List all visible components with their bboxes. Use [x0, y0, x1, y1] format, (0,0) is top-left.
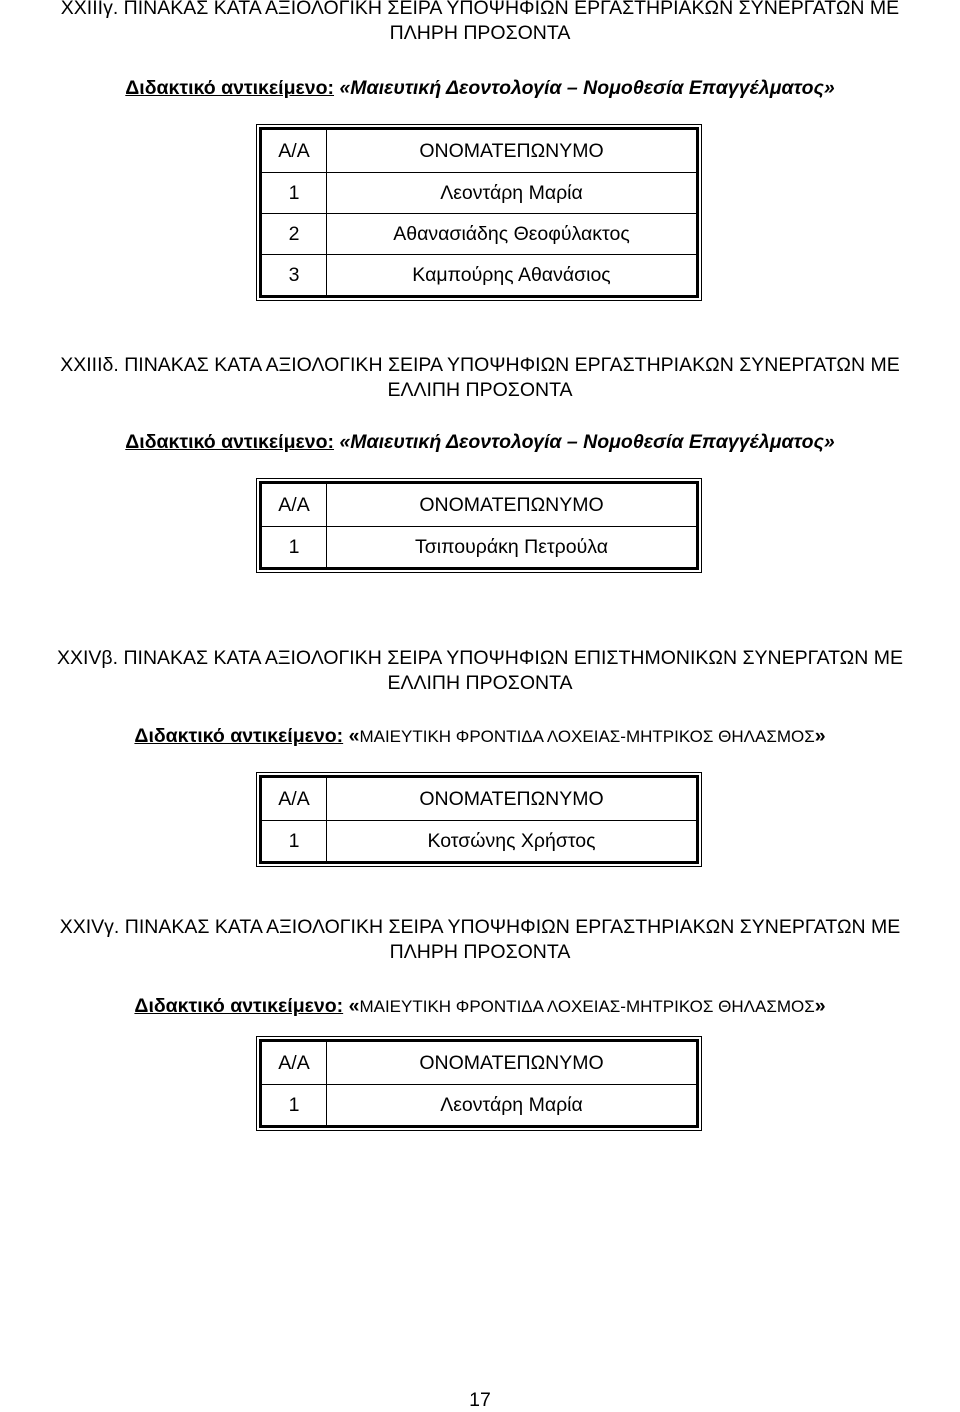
heading-line: XXIVγ. ΠΙΝΑΚΑΣ ΚΑΤΑ ΑΞΙΟΛΟΓΙΚΗ ΣΕΙΡΑ ΥΠΟΨΗΦΙΩΝ ΕΡΓΑΣΤΗΡΙΑΚΩΝ ΣΥΝΕΡΓΑΤΩΝ ΜΕ: [59, 916, 901, 938]
subject-line: [0, 994, 960, 1019]
subject-line: [0, 430, 960, 454]
subject-course: Μαιευτική Δεοντολογία – Νομοθεσία Επαγγέλματος: [350, 431, 824, 453]
candidates-table: [259, 481, 699, 570]
subject-open-quote: «: [339, 77, 351, 99]
section-heading: [0, 915, 960, 965]
cell-aa: 1: [261, 173, 327, 214]
column-header-name: ΟΝΟΜΑΤΕΠΩΝΥΜΟ: [327, 483, 698, 527]
subject-label: Διδακτικό αντικείμενο:: [134, 995, 344, 1017]
heading-line: XXIVβ. ΠΙΝΑΚΑΣ ΚΑΤΑ ΑΞΙΟΛΟΓΙΚΗ ΣΕΙΡΑ ΥΠΟΨΗΦΙΩΝ ΕΠΙΣΤΗΜΟΝΙΚΩΝ ΣΥΝΕΡΓΑΤΩΝ ΜΕ: [56, 647, 904, 669]
section-heading: [0, 646, 960, 696]
candidates-table: [259, 775, 699, 864]
column-header-aa: Α/Α: [261, 129, 327, 173]
column-header-name: ΟΝΟΜΑΤΕΠΩΝΥΜΟ: [327, 129, 698, 173]
subject-close-quote: »: [823, 77, 835, 99]
heading-line: ΕΛΛΙΠΗ ΠΡΟΣΟΝΤΑ: [387, 379, 573, 401]
cell-aa: 1: [261, 821, 327, 863]
subject-label: Διδακτικό αντικείμενο:: [125, 431, 335, 453]
table-row: [261, 214, 698, 255]
subject-close-quote: »: [814, 725, 826, 747]
table-header-row: [261, 1041, 698, 1085]
subject-close-quote: »: [814, 995, 826, 1017]
subject-open-quote: «: [348, 725, 360, 747]
subject-course: Μαιευτική Δεοντολογία – Νομοθεσία Επαγγέλματος: [350, 77, 824, 99]
section-heading: [0, 353, 960, 403]
table-row: [261, 255, 698, 297]
cell-name: Τσιπουράκη Πετρούλα: [327, 527, 698, 569]
cell-name: Κοτσώνης Χρήστος: [327, 821, 698, 863]
subject-close-quote: »: [823, 431, 835, 453]
cell-aa: 3: [261, 255, 327, 297]
subject-open-quote: «: [348, 995, 360, 1017]
subject-course: ΜΑΙΕΥΤΙΚΗ ΦΡΟΝΤΙΔΑ ΛΟΧΕΙΑΣ-ΜΗΤΡΙΚΟΣ ΘΗΛΑΣΜΟΣ: [359, 997, 815, 1016]
table-row: [261, 1085, 698, 1127]
column-header-aa: Α/Α: [261, 777, 327, 821]
subject-label: Διδακτικό αντικείμενο:: [125, 77, 335, 99]
cell-aa: 1: [261, 527, 327, 569]
cell-name: Αθανασιάδης Θεοφύλακτος: [327, 214, 698, 255]
table-row: [261, 173, 698, 214]
subject-line: [0, 724, 960, 749]
subject-label: Διδακτικό αντικείμενο:: [134, 725, 344, 747]
subject-open-quote: «: [339, 431, 351, 453]
table-row: [261, 821, 698, 863]
heading-line: ΕΛΛΙΠΗ ΠΡΟΣΟΝΤΑ: [387, 672, 573, 694]
cell-aa: 2: [261, 214, 327, 255]
subject-course: ΜΑΙΕΥΤΙΚΗ ΦΡΟΝΤΙΔΑ ΛΟΧΕΙΑΣ-ΜΗΤΡΙΚΟΣ ΘΗΛΑΣΜΟΣ: [359, 727, 815, 746]
cell-name: Λεοντάρη Μαρία: [327, 173, 698, 214]
heading-line: ΠΛΗΡΗ ΠΡΟΣΟΝΤΑ: [389, 22, 571, 44]
column-header-aa: Α/Α: [261, 1041, 327, 1085]
candidates-table: [259, 1039, 699, 1128]
table-row: [261, 527, 698, 569]
heading-line: ΠΛΗΡΗ ΠΡΟΣΟΝΤΑ: [389, 941, 571, 963]
page-number: 17: [469, 1389, 491, 1411]
heading-line: XXIIIγ. ΠΙΝΑΚΑΣ ΚΑΤΑ ΑΞΙΟΛΟΓΙΚΗ ΣΕΙΡΑ ΥΠΟΨΗΦΙΩΝ ΕΡΓΑΣΤΗΡΙΑΚΩΝ ΣΥΝΕΡΓΑΤΩΝ ΜΕ: [60, 0, 900, 19]
candidates-table: [259, 127, 699, 298]
section-heading: [0, 0, 960, 46]
table-header-row: [261, 777, 698, 821]
column-header-name: ΟΝΟΜΑΤΕΠΩΝΥΜΟ: [327, 1041, 698, 1085]
table-header-row: [261, 129, 698, 173]
cell-name: Καμπούρης Αθανάσιος: [327, 255, 698, 297]
cell-name: Λεοντάρη Μαρία: [327, 1085, 698, 1127]
subject-line: [0, 76, 960, 100]
heading-line: XXIIIδ. ΠΙΝΑΚΑΣ ΚΑΤΑ ΑΞΙΟΛΟΓΙΚΗ ΣΕΙΡΑ ΥΠΟΨΗΦΙΩΝ ΕΡΓΑΣΤΗΡΙΑΚΩΝ ΣΥΝΕΡΓΑΤΩΝ ΜΕ: [60, 354, 900, 376]
cell-aa: 1: [261, 1085, 327, 1127]
column-header-name: ΟΝΟΜΑΤΕΠΩΝΥΜΟ: [327, 777, 698, 821]
column-header-aa: Α/Α: [261, 483, 327, 527]
table-header-row: [261, 483, 698, 527]
